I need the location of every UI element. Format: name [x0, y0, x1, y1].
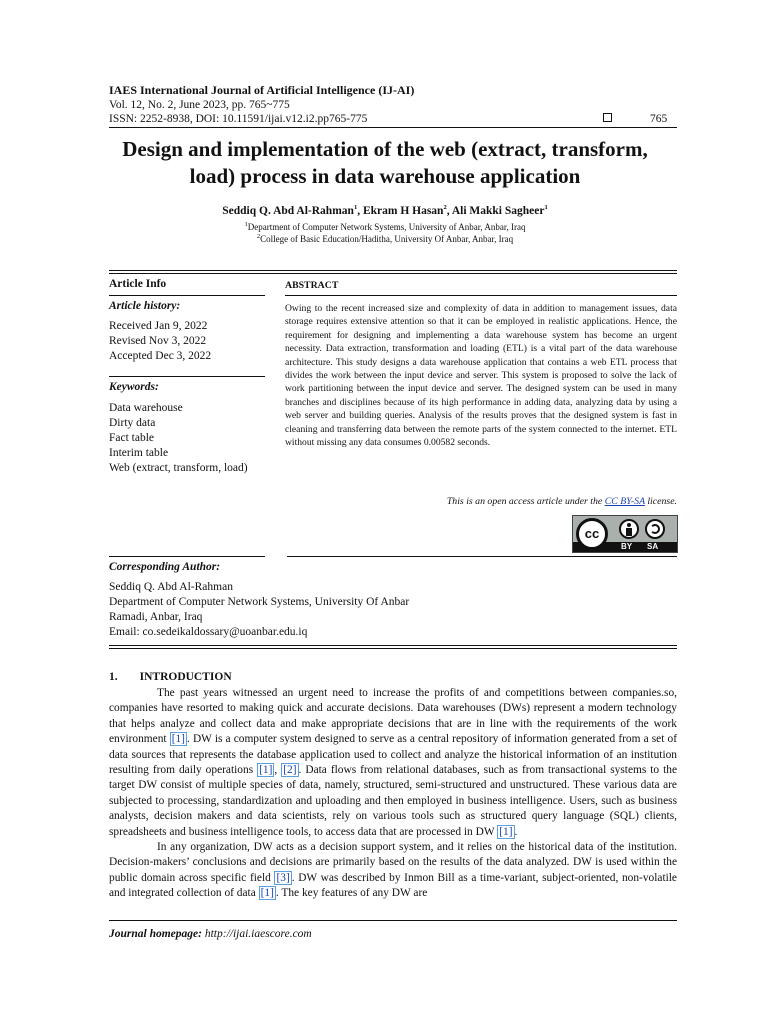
text-run: . DW is a computer system designed to serve as a central repository of information generated from a set of data sources that represents the database application used to collect and analyze the historical information of an institution resulting from daily operations	[109, 733, 677, 777]
author-affiliation-mark: 2	[443, 204, 447, 211]
author-name: Ali Makki Sagheer	[451, 204, 545, 217]
author-affiliation-mark: 1	[353, 204, 358, 211]
affiliation	[100, 231, 670, 245]
keyword-item: Dirty data	[109, 417, 156, 429]
section-number: 1.	[109, 671, 118, 683]
history-item: Revised Nov 3, 2022	[109, 335, 207, 347]
badge-by-label: BY	[621, 542, 633, 551]
section-rule	[109, 645, 677, 646]
corresponding-line: Seddiq Q. Abd Al-Rahman	[109, 581, 233, 593]
author-affiliation-mark: 1	[544, 204, 548, 211]
text-run: . DW was described by Inmon Bill as a time-variant, subject-oriented, non-volatile and integrated collection of data	[109, 871, 677, 900]
info-rule	[109, 556, 265, 557]
keyword-item: Data warehouse	[109, 402, 183, 414]
header-rule	[109, 127, 677, 128]
homepage-label: Journal homepage:	[109, 928, 202, 940]
keywords-list	[109, 401, 248, 476]
abstract-rule	[287, 556, 677, 557]
citation-link[interactable]: [3]	[276, 871, 290, 884]
affiliation-number: 2	[256, 233, 261, 240]
text-run: In any organization, DW acts as a decision support system, and it relies on the historical data of the institution. Decision-makers’ conclusions and decisions are primarily based on the results of the data analyzed. DW is used within the public domain across specific field	[109, 841, 677, 884]
abstract-text: Owing to the recent increased size and complexity of data in addition to management issues, data storage requires extensive attention so that it can be employed in realistic applications. Hence, the requirement for designing and implementing a data warehouse system has become an urgent necessity. Data extraction, transformation and loading (ETL) is a vital part of the data warehouse architecture. This study designs a data warehouse application that contains a web ETL process that divides the work between the input device and server. This system is proposed to solve the lack of work partitioning between the input device and server. The designed system can be used in many branches and disciplines because of its high performance in adding data, analyzing data by using a web server and building queries. Analysis of the results proves that the designed system is fast in cleaning and transferring data between the remote parts of the system connected to the internet. ETL without missing any data consumes 0.00582 seconds.	[285, 303, 677, 449]
article-info-heading: Article Info	[109, 278, 167, 290]
text-run: . Data flows from relational databases, such as from transactional systems to the target DW consist of multiple species of data, namely, structured, semi-structured and unstructured. These various data are subjected to processing, standardization and uploading and then employed in business intelligence. Users, such as business analysts, decision makers and data scientists, rely on various tools such as structured query language (SQL) clients, spreadsheets and business intelligence tools, to access data that are processed in DW	[109, 764, 678, 838]
homepage-link[interactable]: http://ijai.iaescore.com	[204, 928, 312, 940]
section-title: INTRODUCTION	[139, 671, 232, 683]
footer-rule	[109, 920, 677, 921]
paragraph	[109, 686, 677, 840]
text-run: . The key features of any DW are	[275, 887, 428, 900]
paper-title: Design and implementation of the web (extract, transform, load) process in data warehouse application	[122, 137, 648, 188]
info-rule	[109, 376, 265, 377]
abstract-heading: ABSTRACT	[285, 280, 339, 291]
cc-by-sa-badge[interactable]	[572, 515, 678, 553]
citation-link[interactable]: [2]	[283, 764, 297, 777]
abstract-rule	[285, 295, 677, 296]
text-run: The past years witnessed an urgent need to increase the profits of and competitions between companies.so, companies have resorted to making quick and accurate decisions. Data warehouses (DWs) represent a modern technology that helps analyze and collect data and make appropriate decisions that are in line with the requirements of the work environment	[109, 687, 677, 746]
cc-icon: cc	[576, 518, 608, 550]
badge-sa-label: SA	[647, 542, 659, 551]
article-history-list	[109, 319, 211, 364]
section-heading	[109, 671, 232, 683]
author-name: Seddiq Q. Abd Al-Rahman	[222, 204, 354, 217]
affiliation-text: College of Basic Education/Haditha, University Of Anbar, Anbar, Iraq	[260, 234, 514, 244]
volume-info: Vol. 12, No. 2, June 2023, pp. 765~775	[109, 99, 290, 111]
citation-link[interactable]: [1]	[259, 764, 273, 777]
issn-doi: ISSN: 2252-8938, DOI: 10.11591/ijai.v12.i2.pp765-775	[109, 113, 368, 125]
info-rule	[109, 295, 265, 296]
text-run: ,	[274, 764, 282, 777]
keyword-item: Fact table	[109, 432, 155, 444]
citation-link[interactable]: [1]	[260, 887, 274, 900]
square-icon	[603, 113, 612, 122]
page-number: 765	[650, 113, 668, 125]
section-rule	[109, 273, 677, 274]
license-link[interactable]: CC BY-SA	[604, 496, 645, 507]
history-item: Received Jan 9, 2022	[109, 320, 208, 332]
introduction-body	[109, 686, 677, 902]
corresponding-line: Department of Computer Network Systems, University Of Anbar	[109, 596, 410, 608]
corresponding-line: Email: co.sedeikaldossary@uoanbar.edu.iq	[109, 626, 308, 638]
article-history-heading: Article history:	[109, 300, 181, 312]
keyword-item: Web (extract, transform, load)	[109, 462, 248, 474]
share-alike-icon	[645, 519, 665, 539]
affiliation-text: Department of Computer Network Systems, University of Anbar, Anbar, Iraq	[247, 222, 526, 232]
corresponding-author-heading: Corresponding Author:	[109, 561, 221, 573]
open-access-suffix: license.	[644, 496, 677, 507]
section-rule	[109, 648, 677, 649]
text-run: .	[514, 825, 518, 838]
corresponding-line: Ramadi, Anbar, Iraq	[109, 611, 203, 623]
keywords-heading: Keywords:	[109, 381, 159, 393]
section-rule	[109, 270, 677, 271]
journal-name: IAES International Journal of Artificial Intelligence (IJ-AI)	[109, 83, 415, 97]
citation-link[interactable]: [1]	[499, 825, 513, 838]
author-list: Seddiq Q. Abd Al-Rahman$^1$, Ekram H Hasan$^2$, Ali Makki Sagheer$^1$	[222, 204, 548, 217]
paragraph	[109, 840, 677, 902]
affiliation-number: 1	[244, 221, 248, 228]
corresponding-author-details	[109, 580, 409, 640]
open-access-note	[285, 496, 677, 507]
citation-link[interactable]: [1]	[171, 733, 185, 746]
keyword-item: Interim table	[109, 447, 169, 459]
attribution-icon	[619, 519, 639, 539]
history-item: Accepted Dec 3, 2022	[109, 350, 212, 362]
open-access-prefix: This is an open access article under the	[446, 496, 605, 507]
author-name: Ekram H Hasan	[362, 204, 444, 217]
journal-homepage	[109, 928, 312, 940]
